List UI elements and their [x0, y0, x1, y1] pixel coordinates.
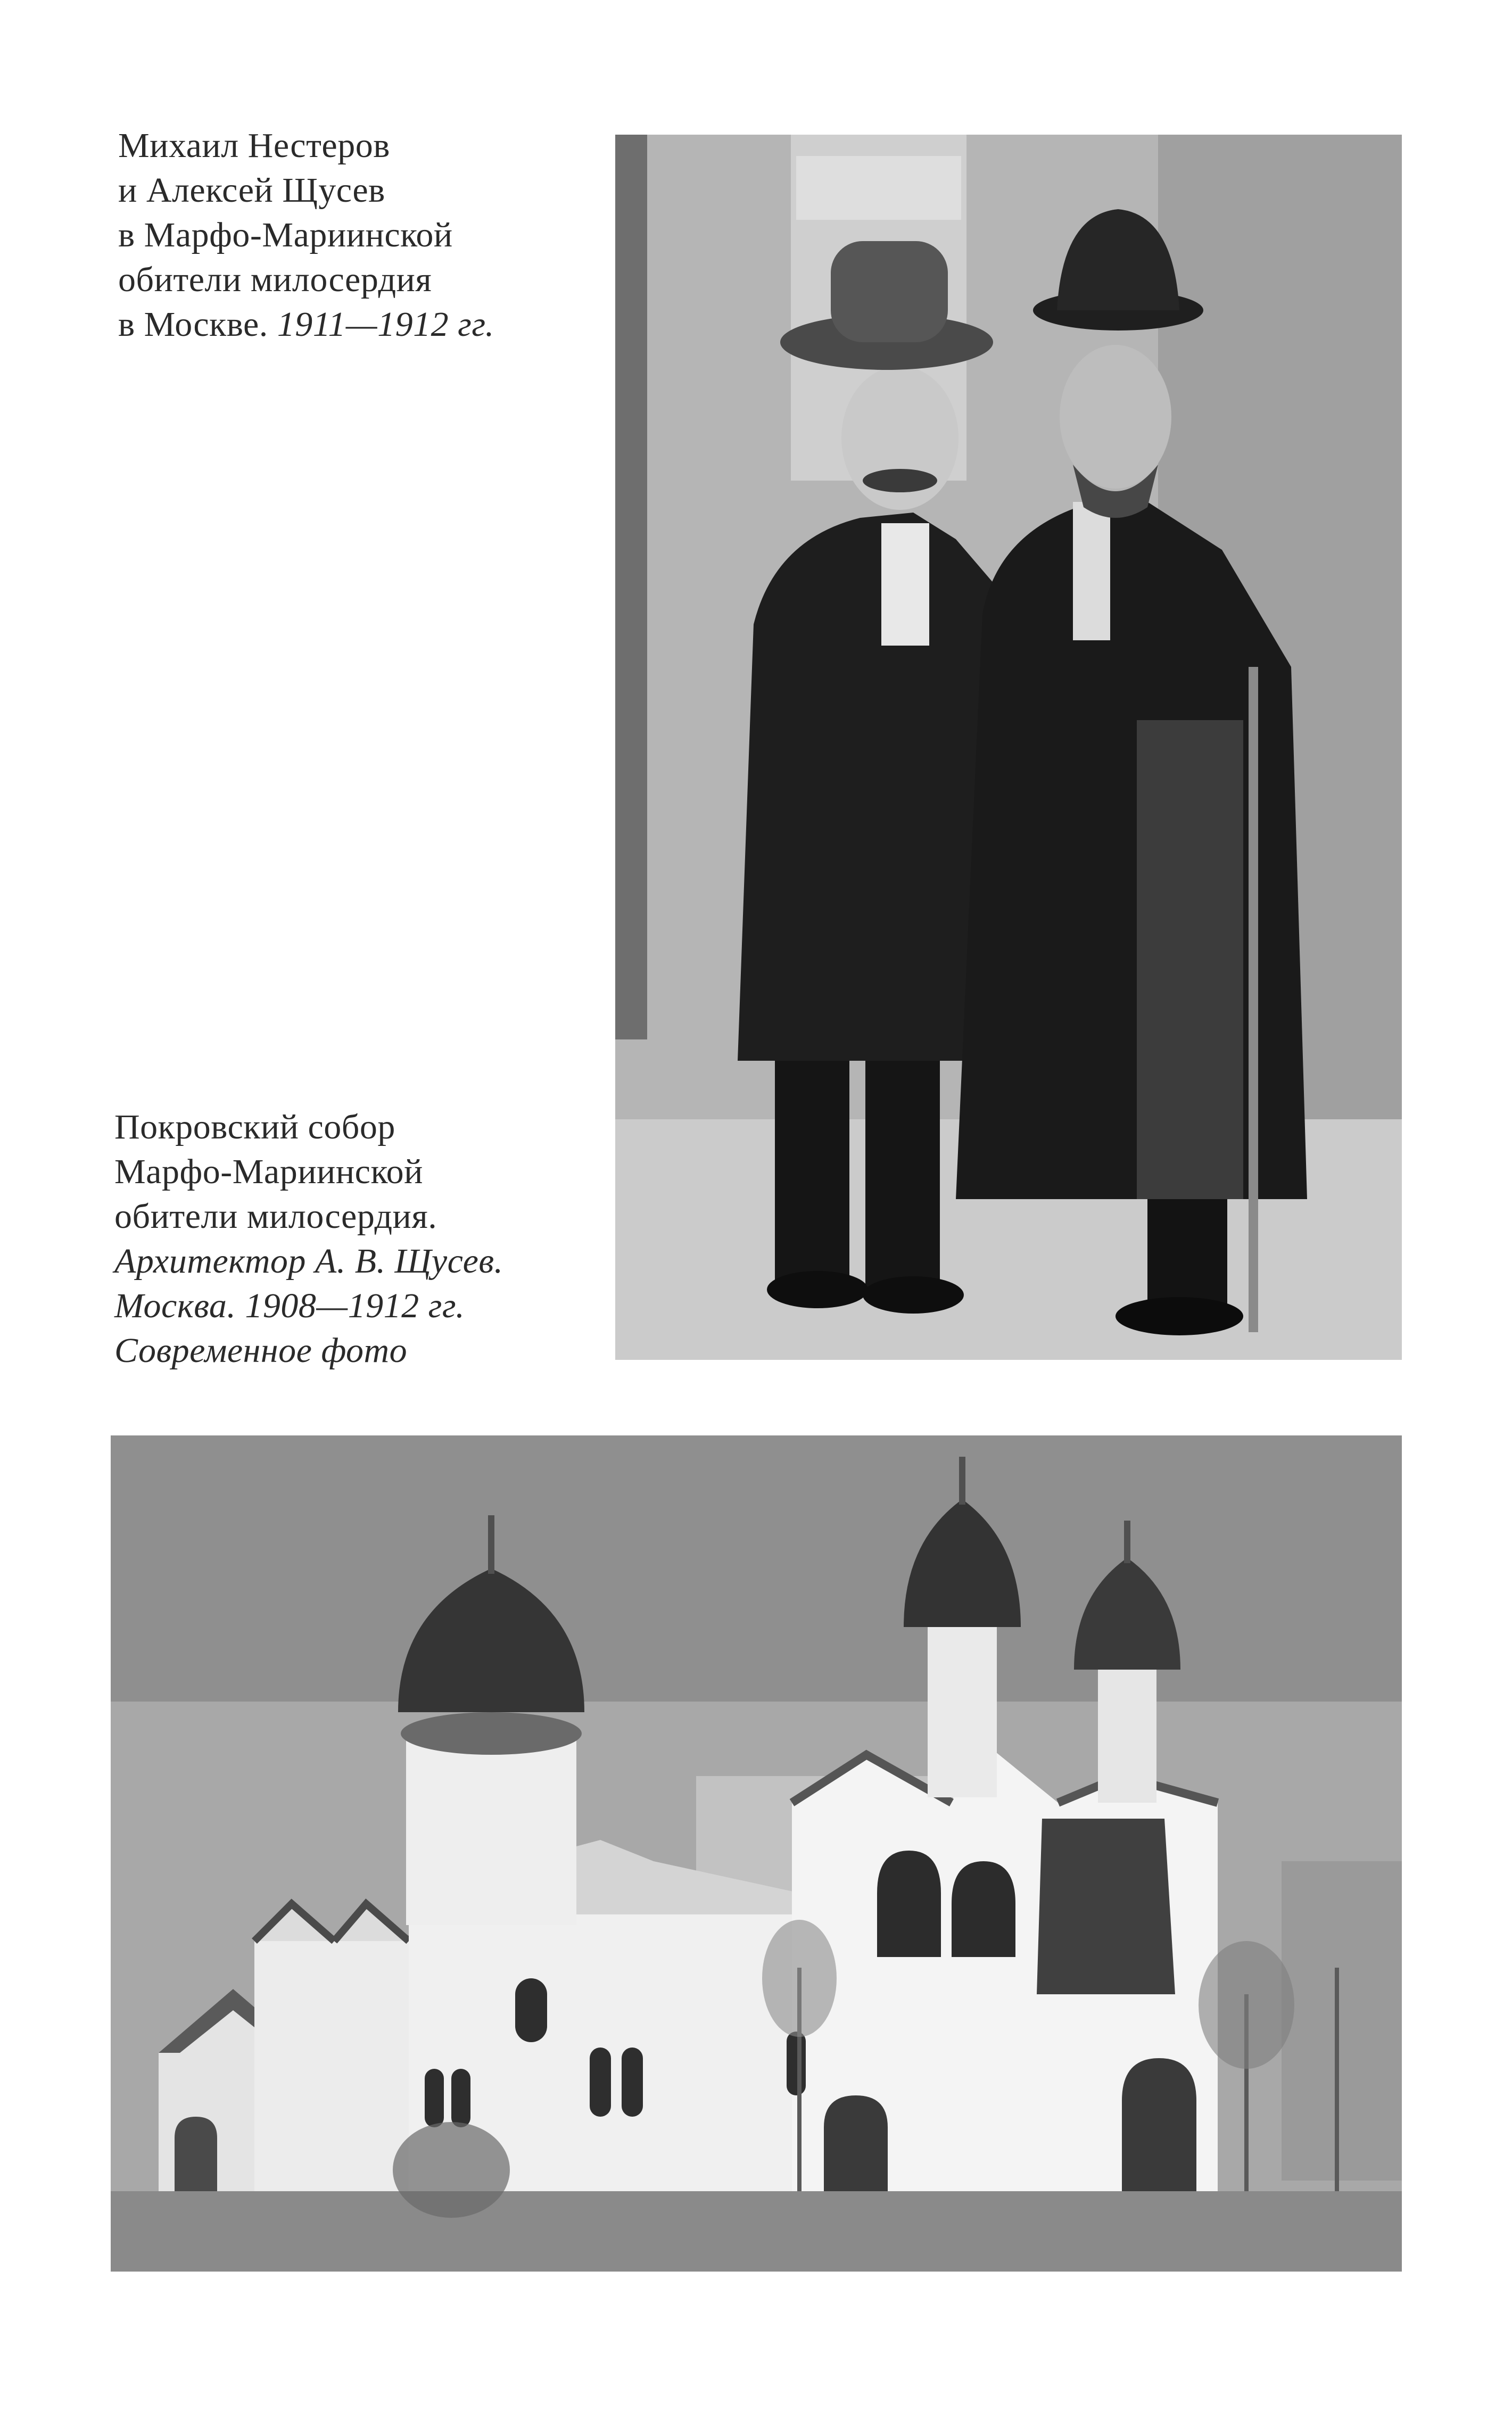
cathedral-illustration	[111, 1435, 1402, 2272]
caption-line: Архитектор А. В. Щусев.	[114, 1242, 503, 1281]
portrait-illustration	[615, 135, 1402, 1360]
caption-line: Покровский собор	[114, 1108, 395, 1146]
caption-line: и Алексей Щусев	[118, 171, 385, 210]
caption-line: Москва. 1908—1912 гг.	[114, 1286, 465, 1325]
caption-date: 1911—1912 гг.	[277, 305, 494, 344]
caption-portrait	[118, 123, 494, 347]
caption-line: в Марфо-Мариинской	[118, 216, 453, 254]
caption-line: Современное фото	[114, 1331, 408, 1370]
caption-line: Михаил Нестеров	[118, 126, 390, 165]
portrait-photo	[615, 135, 1402, 1360]
cathedral-photo	[111, 1435, 1402, 2272]
caption-line: Марфо-Мариинской	[114, 1152, 423, 1191]
caption-place: в Москве.	[118, 305, 277, 344]
caption-cathedral	[114, 1105, 503, 1373]
caption-line: обители милосердия	[118, 260, 432, 299]
caption-line	[118, 302, 494, 347]
caption-line: обители милосердия.	[114, 1197, 437, 1236]
